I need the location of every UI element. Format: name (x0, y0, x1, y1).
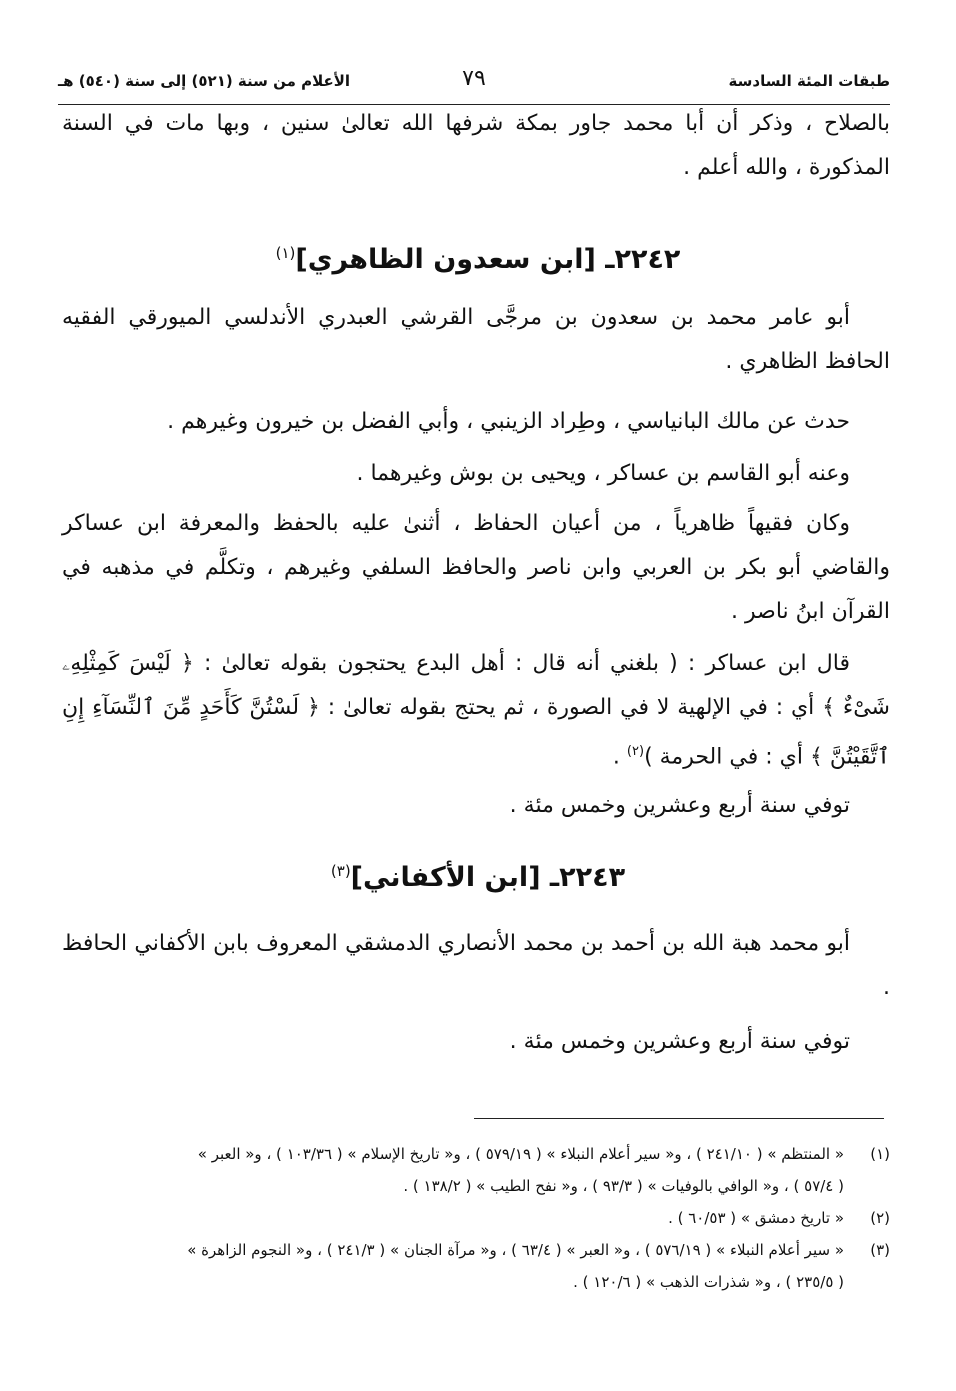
footnote-text: « المنتظم » ( ٢٤١/١٠ ) ، و« سير أعلام النبلاء » ( ٥٧٩/١٩ ) ، و« تاريخ الإسلام » ( ١٠٣/٣٦ ) ، و« العبر » (197, 1145, 844, 1163)
footnote-ref-1[interactable]: (١) (275, 244, 296, 262)
entry-2242-paragraph-4: وكان فقيهاً ظاهرياً ، من أعيان الحفاظ ، أثنىٰ عليه بالحفظ والمعرفة ابن عساكر والقاضي أبو بكر بن العربي وابن ناصر والحافظ السلفي وغيرهم ، وتكلَّم في مذهبه في القرآن ابنُ ناصر . (62, 511, 890, 624)
entry-2243-paragraph-2: توفي سنة أربع وعشرين وخمس مئة . (509, 1029, 850, 1054)
footnote-number: (١) (870, 1145, 890, 1163)
entry-2243-heading (0, 862, 956, 893)
quote-end: . (612, 744, 627, 770)
intro-paragraph: بالصلاح ، وذكر أن أبا محمد جاور بمكة شرفها الله تعالىٰ سنين ، وبها مات في السنة المذكورة ، والله أعلم . (62, 111, 890, 180)
footnote-text: « تاريخ دمشق » ( ٦٠/٥٣ ) . (668, 1209, 844, 1227)
entry-2242-paragraph-1: أبو عامر محمد بن سعدون بن مرجَّى القرشي العبدري الأندلسي الميورقي الفقيه الحافظ الظاهري . (62, 305, 890, 374)
entry-2242-paragraph-6: توفي سنة أربع وعشرين وخمس مئة . (509, 793, 850, 818)
quote-text: قال ابن عساكر : ( بلغني أنه قال : أهل البدع يحتجون بقوله تعالىٰ : ﴿ لَيْسَ كَمِثْلِهِۦ شَىْءٌ ﴾ أي : في الإلهية لا في الصورة ، ثم يحتج بقوله تعالىٰ : ﴿ لَسْتُنَّ كَأَحَدٍ مِّنَ ٱلنِّسَآءِ إِنِ ٱتَّقَيْتُنَّ ﴾ أي : في الحرمة ) (62, 651, 890, 770)
page-number: ٧٩ (462, 66, 486, 91)
footnote-1 (60, 1138, 890, 1202)
footnote-number: (٣) (870, 1241, 890, 1259)
entry-2242-heading (0, 244, 956, 275)
footnote-ref-3[interactable]: (٣) (330, 862, 351, 880)
footnote-separator (474, 1118, 884, 1119)
entry-2243-title: ٢٢٤٣ـ [ابن الأكفاني] (350, 862, 626, 893)
entry-2242-paragraph-5 (62, 642, 890, 779)
entry-2242-paragraph-2: حدث عن مالك البانياسي ، وطِراد الزينبي ، وأبي الفضل بن خيرون وغيرهم . (167, 409, 850, 434)
entry-2243-paragraph-1: أبو محمد هبة الله بن أحمد بن محمد الأنصاري الدمشقي المعروف بابن الأكفاني الحافظ . (62, 931, 890, 1000)
footnote-text: « سير أعلام النبلاء » ( ٥٧٦/١٩ ) ، و« العبر » ( ٦٣/٤ ) ، و« مرآة الجنان » ( ٢٤١/٣ ) ، و« النجوم الزاهرة » (187, 1241, 844, 1259)
footnote-text: ( ٢٣٥/٥ ) ، و« شذرات الذهب » ( ١٢٠/٦ ) . (573, 1273, 844, 1291)
running-header (58, 64, 890, 105)
footnote-ref-2[interactable]: (٢) (626, 744, 645, 759)
footnote-3 (60, 1234, 890, 1298)
footnote-number: (٢) (870, 1209, 890, 1227)
section-title: الأعلام من سنة (٥٢١) إلى سنة (٥٤٠) هـ (58, 72, 351, 90)
footnote-text: ( ٥٧/٤ ) ، و« الوافي بالوفيات » ( ٩٣/٣ ) ، و« نفح الطيب » ( ١٣٨/٢ ) . (403, 1177, 844, 1195)
book-title: طبقات المئة السادسة (728, 72, 890, 90)
entry-2242-title: ٢٢٤٢ـ [ابن سعدون الظاهري] (295, 244, 681, 275)
entry-2242-paragraph-3: وعنه أبو القاسم بن عساكر ، ويحيى بن بوش وغيرهما . (356, 461, 850, 486)
footnote-2 (60, 1202, 890, 1234)
